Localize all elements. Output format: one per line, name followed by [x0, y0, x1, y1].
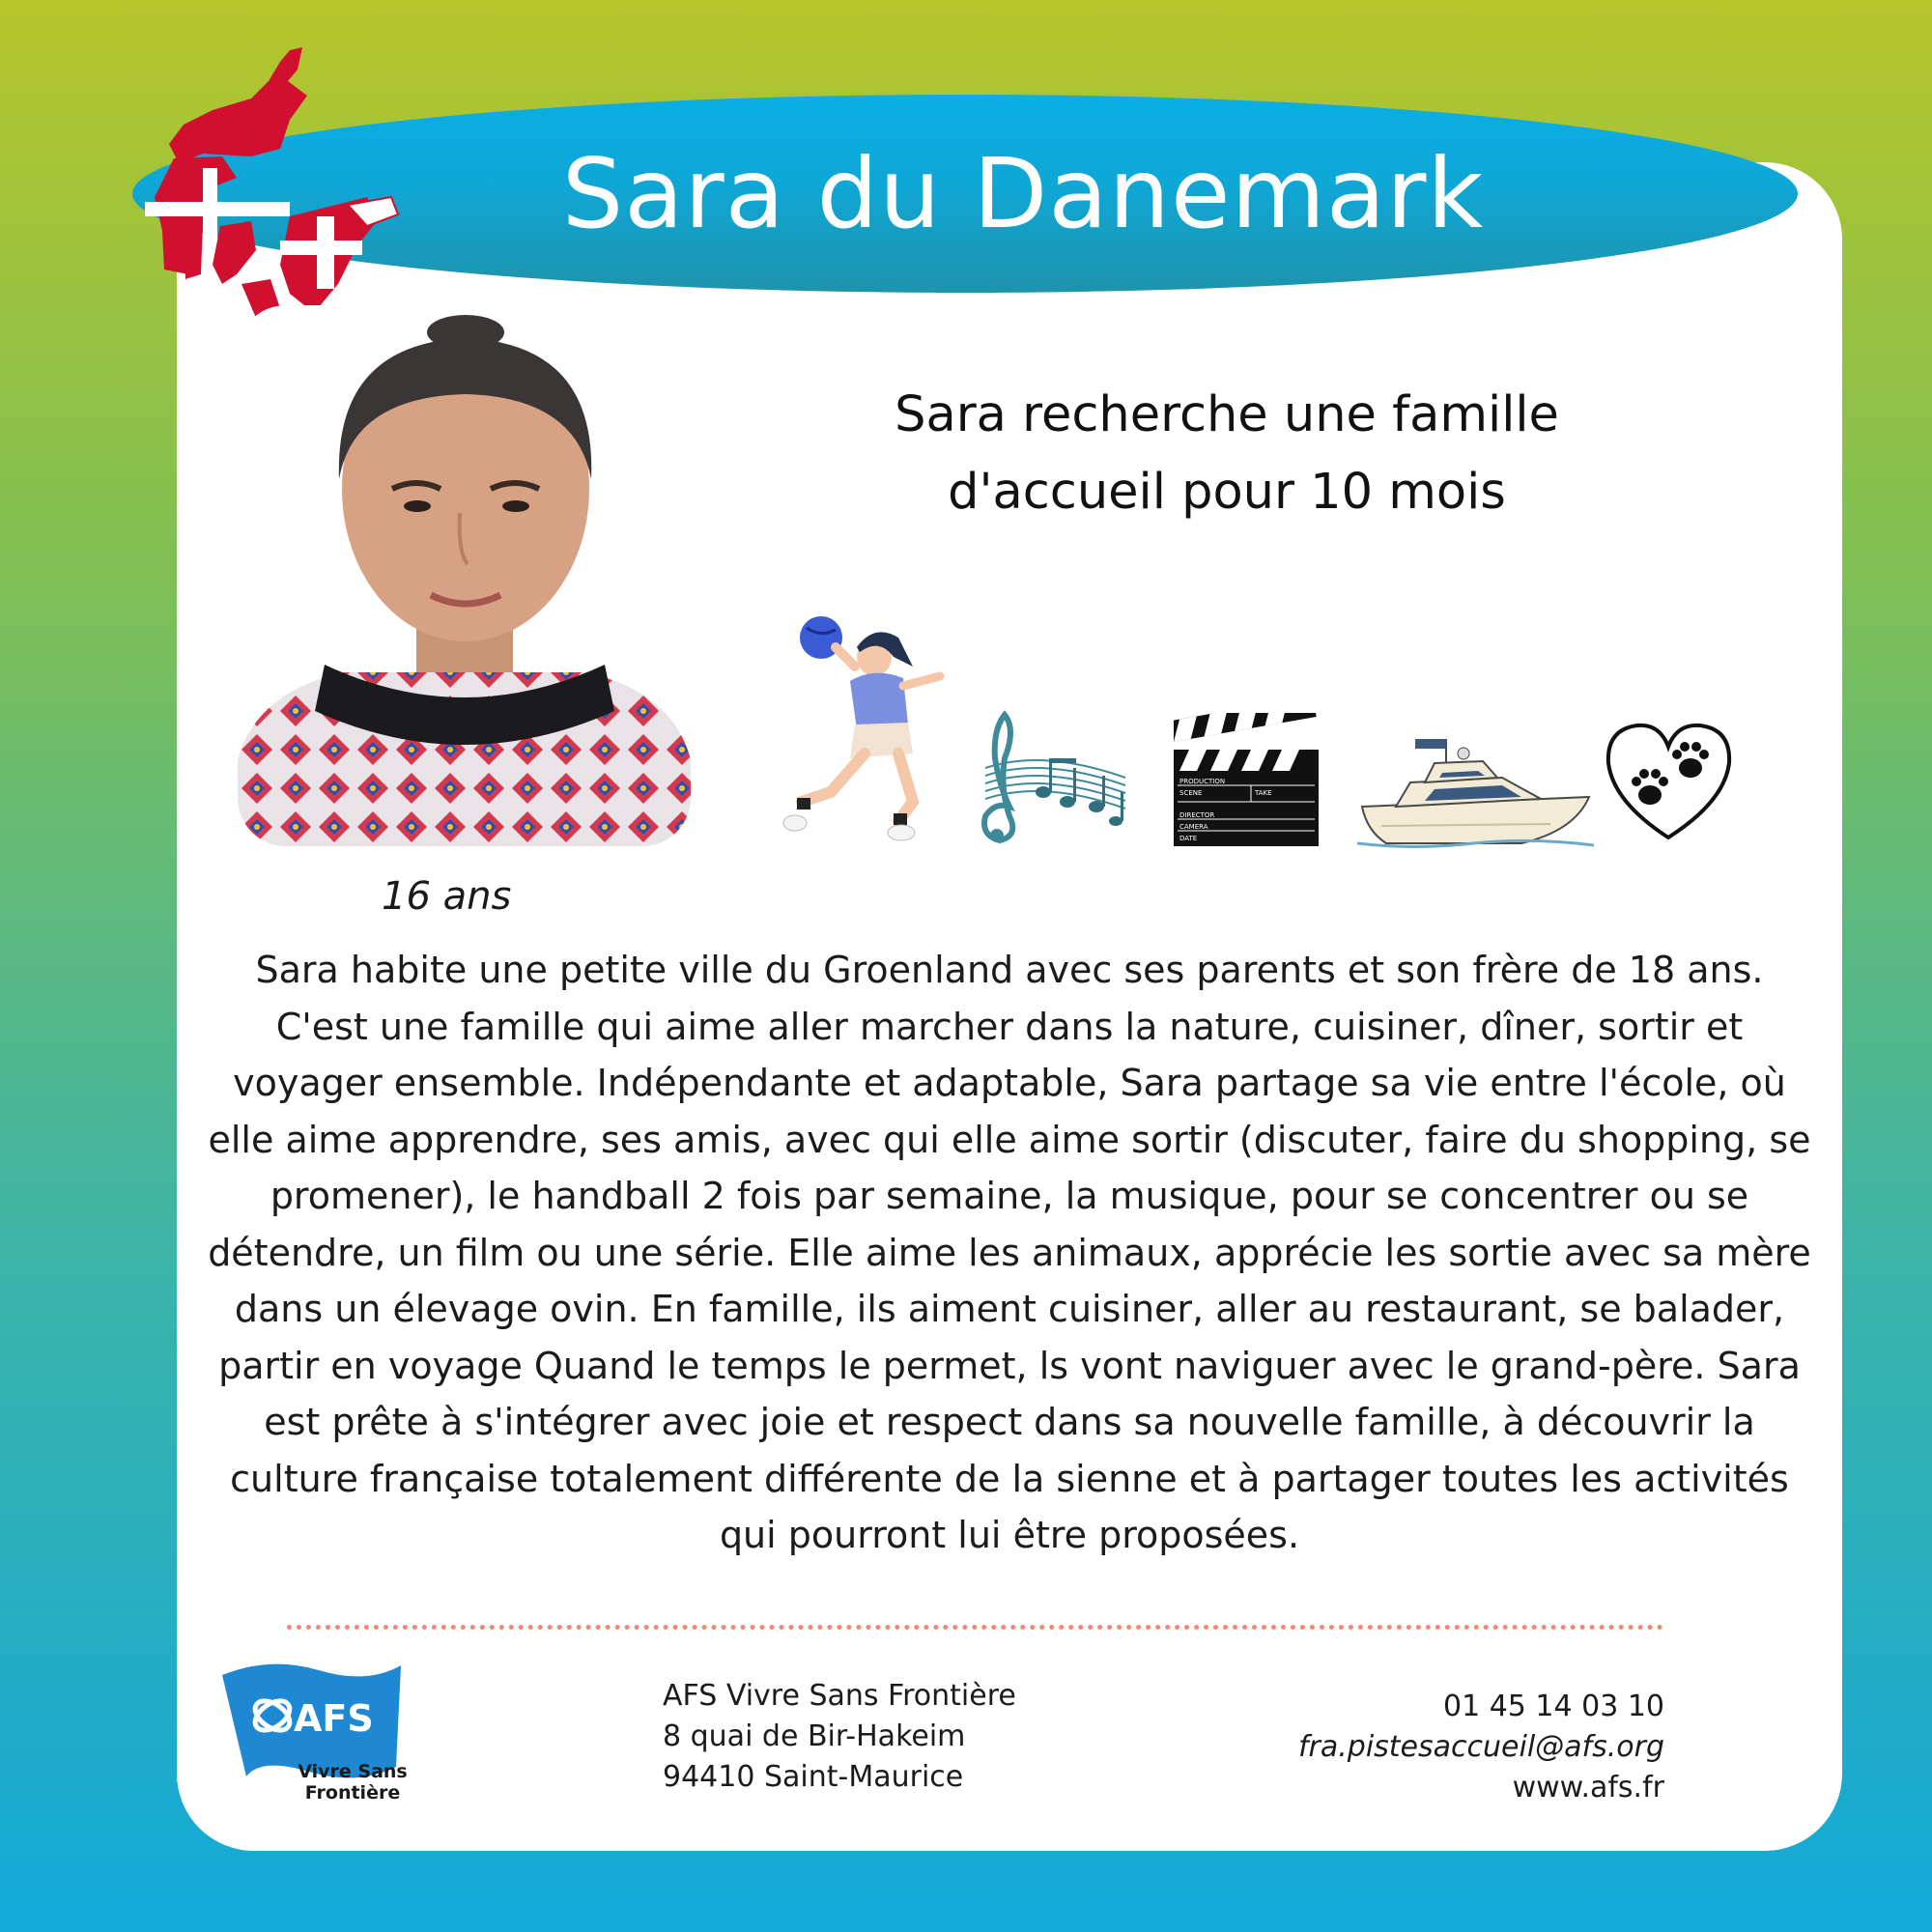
clapper-take: TAKE	[1255, 789, 1272, 797]
page-title: Sara du Danemark	[561, 137, 1485, 250]
handball-player-icon	[778, 609, 952, 850]
age-label: 16 ans	[382, 874, 512, 919]
email-link[interactable]: fra.pistesaccueil@afs.org	[1297, 1730, 1664, 1764]
website-link[interactable]: www.afs.fr	[1512, 1771, 1664, 1804]
film-clapperboard-icon	[1174, 713, 1321, 846]
dotted-divider	[287, 1625, 1663, 1630]
headline-line2: d'accueil pour 10 mois	[948, 464, 1506, 521]
clapper-camera: CAMERA	[1179, 823, 1208, 831]
contact-block	[1298, 1687, 1664, 1808]
afs-logo-text: AFS	[294, 1697, 374, 1740]
address-line-2: 8 quai de Bir-Hakeim	[663, 1719, 966, 1753]
phone-number: 01 45 14 03 10	[1442, 1690, 1664, 1723]
afs-logo-subtitle: Vivre Sans Frontière	[298, 1761, 408, 1804]
address-line-3: 94410 Saint-Maurice	[663, 1760, 964, 1794]
music-notes-icon	[956, 710, 1130, 850]
clapper-production: PRODUCTION	[1179, 778, 1226, 785]
clapper-director: DIRECTOR	[1179, 811, 1215, 819]
headline	[773, 377, 1681, 531]
headline-line1: Sara recherche une famille	[895, 386, 1559, 443]
address-line-1: AFS Vivre Sans Frontière	[663, 1679, 1016, 1713]
clapper-scene: SCENE	[1179, 789, 1203, 797]
heart-paws-icon	[1604, 720, 1734, 845]
yacht-icon	[1357, 729, 1594, 850]
description: Sara habite une petite ville du Groenland avec ses parents et son frère de 18 ans. C'est une famille qui aime aller marcher dans la nature, cuisiner, dîner, sortir et voyager ensemble. Indépendante et adaptable, Sara partage sa vie entre l'école, où elle aime apprendre, ses amis, avec qui elle aime sortir (discuter, faire du shopping, se promener), le handball 2 fois par semaine, la musique, pour se concentrer ou se détendre, un film ou une série. Elle aime les animaux, apprécie les sortie avec sa mère dans un élevage ovin. En famille, ils aiment cuisiner, aller au restaurant, se balader, partir en voyage Quand le temps le permet, ls vont naviguer avec le grand-père. Sara est prête à s'intégrer avec joie et respect dans sa nouvelle famille, à découvrir la culture française totalement différente de la sienne et à partager toutes les activités qui pourront lui être proposées.	[208, 949, 1811, 1556]
postal-address	[663, 1676, 1016, 1798]
clapper-date: DATE	[1179, 835, 1198, 842]
student-photo	[238, 305, 691, 846]
